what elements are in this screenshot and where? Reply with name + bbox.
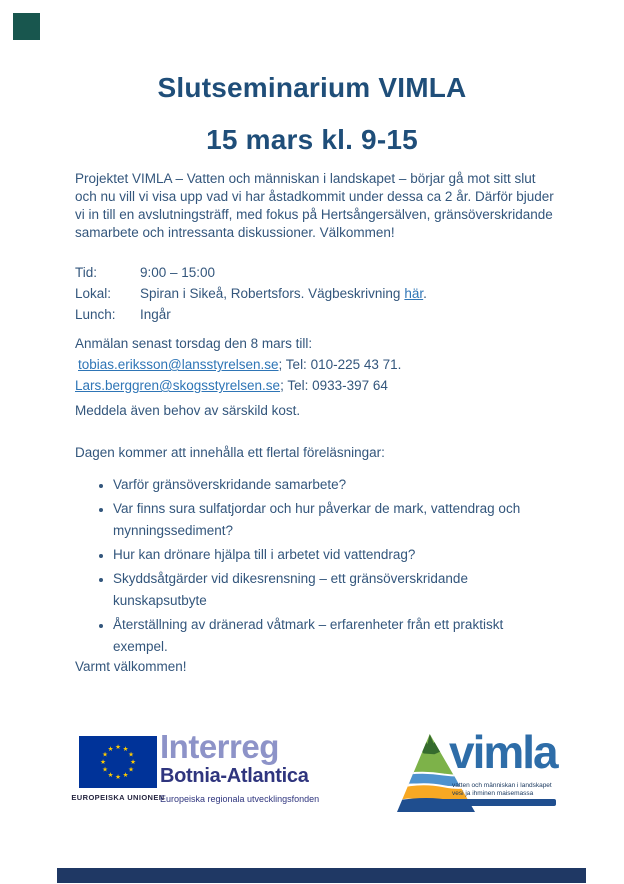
registration-intro: Anmälan senast torsdag den 8 mars till:	[75, 336, 313, 351]
closing-line: Varmt välkommen!	[75, 659, 187, 674]
vimla-wordmark: vimla	[449, 726, 557, 778]
tid-label: Tid:	[75, 265, 98, 280]
svg-text:★: ★	[128, 765, 134, 774]
vimla-logo-block	[396, 728, 566, 818]
vimla-banner-strip	[438, 799, 556, 806]
vimla-tagline-finnish: vesi ja ihminen maisemassa	[452, 789, 534, 797]
contact-line-2	[75, 375, 557, 396]
vimla-taglines	[452, 782, 552, 797]
tid-value: 9:00 – 15:00	[140, 265, 216, 280]
lokal-suffix: .	[423, 286, 427, 301]
directions-link[interactable]: här	[404, 286, 424, 301]
corner-accent-square	[13, 13, 40, 40]
contact-line-1	[75, 354, 557, 375]
lokal-label: Lokal:	[75, 286, 112, 301]
agenda-intro: Dagen kommer att innehålla ett flertal föreläsningar:	[75, 445, 385, 460]
svg-text:★: ★	[128, 750, 134, 759]
lokal-text: Spiran i Sikeå, Robertsfors. Vägbeskrivning	[140, 286, 401, 301]
eu-label: EUROPEISKA UNIONEN	[71, 793, 165, 802]
lunch-label: Lunch:	[75, 307, 116, 322]
page-subtitle-date: 15 mars kl. 9-15	[206, 124, 418, 155]
agenda-list	[75, 474, 557, 660]
email-link-tobias[interactable]: tobias.eriksson@lansstyrelsen.se	[78, 357, 279, 372]
detail-row-lunch	[75, 304, 557, 325]
eu-flag-icon	[79, 736, 157, 788]
svg-text:★: ★	[107, 771, 114, 779]
svg-text:★: ★	[122, 771, 129, 779]
vimla-tagline-swedish: vatten och människan i landskapet	[452, 782, 552, 789]
interreg-logo-block	[160, 730, 340, 804]
detail-row-lokal	[75, 283, 557, 304]
agenda-item: • Var finns sura sulfatjordar och hur påverkar de mark, vattendrag och mynningssediment?	[113, 498, 557, 542]
interreg-fund-text: Europeiska regionala utvecklingsfonden	[160, 794, 320, 804]
agenda-item: • Återställning av dränerad våtmark – erfarenheter från ett praktiskt exempel.	[113, 614, 557, 658]
footer-rule-bar	[57, 868, 586, 883]
agenda-item: • Skyddsåtgärder vid dikesrensning – ett gränsöverskridande kunskapsutbyte	[113, 568, 557, 612]
page-title: Slutseminarium VIMLA	[157, 72, 467, 103]
intro-paragraph: Projektet VIMLA – Vatten och människan i landskapet – börjar gå mot sitt slut och nu vill vi visa upp vad vi har åstadkommit under dessa ca 2 år. Därför bjuder vi in till en avslutningsträff, med fokus på Hertsångersälven, gränsöverskridande samarbete och intressanta diskussioner. Välkommen!	[75, 171, 554, 240]
lokal-value	[140, 283, 427, 304]
svg-text:★: ★	[100, 758, 106, 766]
detail-row-tid	[75, 262, 557, 283]
tel-lars: ; Tel: 0933-397 64	[280, 378, 388, 393]
svg-text:★: ★	[115, 773, 121, 781]
registration-section	[75, 333, 557, 396]
tel-tobias: ; Tel: 010-225 43 71.	[278, 357, 402, 372]
svg-text:★: ★	[130, 758, 136, 766]
svg-text:★: ★	[102, 765, 108, 774]
svg-text:★: ★	[122, 745, 129, 753]
agenda-item: • Hur kan drönare hjälpa till i arbetet vid vattendrag?	[113, 544, 557, 566]
interreg-program-name: Botnia-Atlantica	[160, 765, 309, 787]
svg-text:★: ★	[115, 743, 121, 751]
agenda-item: • Varför gränsöverskridande samarbete?	[113, 474, 557, 496]
event-details	[75, 262, 557, 325]
eu-logo-block	[70, 736, 166, 802]
email-link-lars[interactable]: Lars.berggren@skogsstyrelsen.se	[75, 378, 281, 393]
interreg-wordmark: Interreg	[160, 728, 279, 765]
svg-text:★: ★	[107, 745, 114, 753]
diet-note: Meddela även behov av särskild kost.	[75, 403, 301, 418]
svg-text:★: ★	[102, 750, 108, 759]
lunch-value: Ingår	[140, 307, 171, 322]
